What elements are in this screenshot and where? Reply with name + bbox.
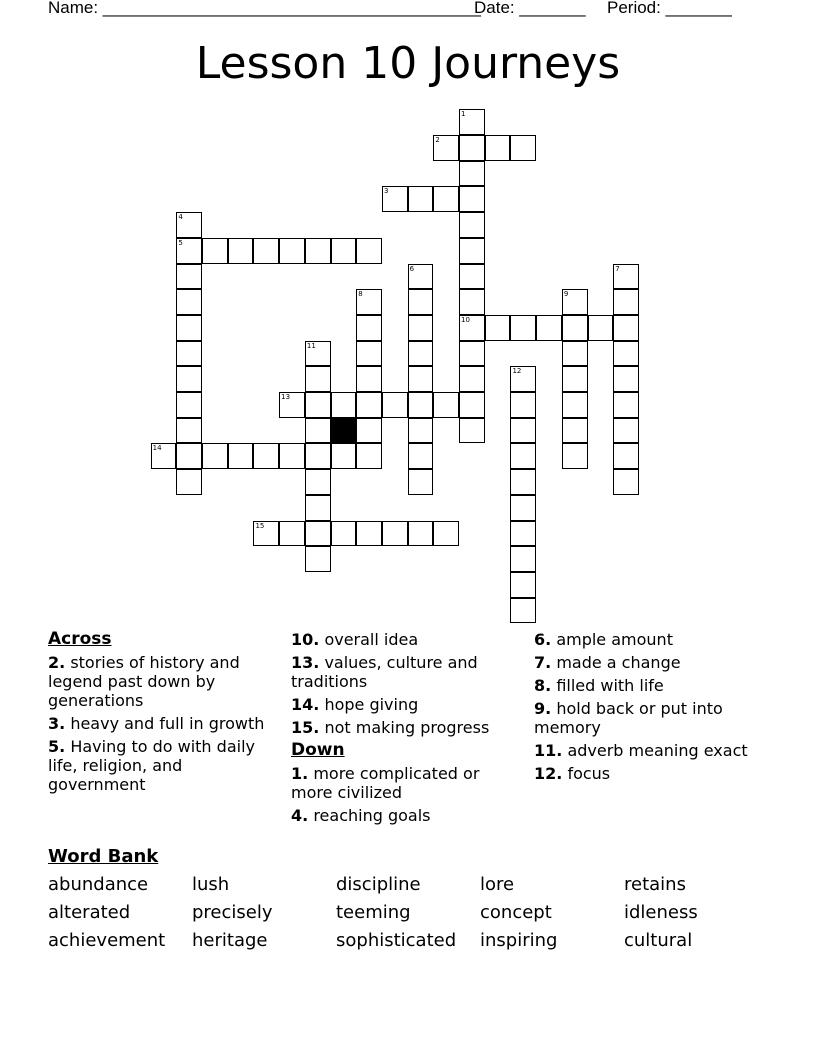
word-bank-item: lush: [192, 874, 230, 895]
grid-cell[interactable]: [356, 418, 382, 444]
clue-number: 11: [306, 341, 316, 350]
grid-cell[interactable]: [459, 109, 485, 135]
grid-cell[interactable]: [510, 521, 536, 547]
grid-cell[interactable]: [176, 366, 202, 392]
grid-cell[interactable]: [613, 392, 639, 418]
grid-cell[interactable]: [253, 238, 279, 264]
grid-cell[interactable]: [279, 521, 305, 547]
grid-cell[interactable]: [510, 418, 536, 444]
grid-cell[interactable]: [459, 392, 485, 418]
grid-cell[interactable]: [356, 315, 382, 341]
grid-cell[interactable]: [536, 315, 562, 341]
clue-across-3: 3. heavy and full in growth: [48, 714, 265, 733]
word-bank-item: retains: [624, 874, 686, 895]
grid-cell[interactable]: [253, 521, 279, 547]
grid-cell[interactable]: [562, 341, 588, 367]
word-bank-item: heritage: [192, 930, 268, 951]
grid-cell[interactable]: [408, 418, 434, 444]
clue-down-4: 4. reaching goals: [291, 806, 431, 825]
grid-cell[interactable]: [433, 135, 459, 161]
period-field[interactable]: Period: _______: [607, 0, 732, 17]
across-heading: Across: [48, 629, 112, 649]
clue-number: 6: [409, 264, 415, 273]
grid-cell[interactable]: [408, 366, 434, 392]
grid-cell[interactable]: [408, 264, 434, 290]
grid-cell[interactable]: [176, 264, 202, 290]
grid-cell[interactable]: [176, 212, 202, 238]
grid-cell[interactable]: [459, 264, 485, 290]
grid-cell[interactable]: [510, 495, 536, 521]
grid-cell[interactable]: [382, 521, 408, 547]
grid-cell[interactable]: [331, 392, 357, 418]
word-bank-item: abundance: [48, 874, 149, 895]
grid-cell[interactable]: [305, 341, 331, 367]
grid-cell[interactable]: [459, 366, 485, 392]
clue-number: 12: [512, 367, 522, 376]
clues-column-2: [291, 630, 521, 829]
grid-cell[interactable]: [510, 572, 536, 598]
grid-cell[interactable]: [408, 186, 434, 212]
grid-cell[interactable]: [433, 521, 459, 547]
clue-number: 3: [383, 187, 389, 196]
grid-cell[interactable]: [253, 443, 279, 469]
word-bank-item: concept: [480, 902, 552, 923]
grid-cell[interactable]: [485, 315, 511, 341]
word-bank-item: precisely: [192, 902, 273, 923]
grid-cell[interactable]: [408, 469, 434, 495]
clues-column-3: [534, 630, 770, 787]
grid-cell[interactable]: [176, 469, 202, 495]
grid-cell[interactable]: [613, 443, 639, 469]
word-bank-item: idleness: [624, 902, 698, 923]
grid-cell[interactable]: [176, 341, 202, 367]
down-heading: Down: [291, 740, 345, 760]
grid-cell[interactable]: [228, 238, 254, 264]
name-field[interactable]: Name: ________________________________________: [48, 0, 481, 17]
grid-cell[interactable]: [305, 546, 331, 572]
grid-cell[interactable]: [588, 315, 614, 341]
grid-cell[interactable]: [562, 366, 588, 392]
grid-cell[interactable]: [459, 238, 485, 264]
grid-cell[interactable]: [408, 315, 434, 341]
grid-cell[interactable]: [331, 521, 357, 547]
grid-cell[interactable]: [228, 443, 254, 469]
grid-cell[interactable]: [613, 264, 639, 290]
grid-cell[interactable]: [176, 238, 202, 264]
clue-number: 2: [435, 136, 440, 145]
clues-column-1: [48, 630, 284, 798]
word-bank-item: lore: [480, 874, 515, 895]
grid-cell[interactable]: [562, 392, 588, 418]
grid-cell[interactable]: [176, 315, 202, 341]
grid-cell[interactable]: [510, 315, 536, 341]
clue-across-15: 15. not making progress: [291, 718, 490, 737]
clue-down-9: 9. hold back or put into memory: [534, 699, 723, 737]
clue-number: 7: [615, 264, 620, 273]
grid-cell[interactable]: [408, 341, 434, 367]
grid-cell[interactable]: [305, 238, 331, 264]
grid-cell[interactable]: [305, 469, 331, 495]
page-title: Lesson 10 Journeys: [195, 38, 621, 89]
word-bank-item: sophisticated: [336, 930, 457, 951]
grid-cell[interactable]: [176, 443, 202, 469]
grid-cell[interactable]: [408, 443, 434, 469]
grid-cell[interactable]: [562, 443, 588, 469]
clue-number: 8: [358, 290, 363, 299]
clue-across-10: 10. overall idea: [291, 630, 419, 649]
word-bank-title: Word Bank: [48, 846, 159, 867]
grid-cell[interactable]: [305, 418, 331, 444]
grid-cell[interactable]: [459, 212, 485, 238]
clue-number: 13: [281, 393, 291, 402]
grid-cell[interactable]: [433, 186, 459, 212]
grid-cell[interactable]: [613, 418, 639, 444]
grid-cell[interactable]: [562, 289, 588, 315]
word-bank-item: alterated: [48, 902, 131, 923]
clue-down-7: 7. made a change: [534, 653, 681, 672]
grid-cell[interactable]: [279, 443, 305, 469]
grid-cell[interactable]: [305, 443, 331, 469]
word-bank-item: achievement: [48, 930, 166, 951]
grid-cell[interactable]: [485, 135, 511, 161]
grid-cell[interactable]: [613, 289, 639, 315]
clue-number: 14: [152, 444, 162, 453]
grid-cell[interactable]: [459, 418, 485, 444]
grid-cell[interactable]: [151, 443, 177, 469]
grid-cell[interactable]: [305, 392, 331, 418]
grid-cell[interactable]: [433, 392, 459, 418]
clue-number: 1: [461, 110, 466, 119]
clue-across-14: 14. hope giving: [291, 695, 419, 714]
clue-number: 4: [178, 213, 183, 222]
grid-cell[interactable]: [562, 315, 588, 341]
grid-cell[interactable]: [510, 546, 536, 572]
grid-cell[interactable]: [510, 469, 536, 495]
clue-down-8: 8. filled with life: [534, 676, 664, 695]
grid-cell[interactable]: [613, 469, 639, 495]
grid-cell[interactable]: [459, 289, 485, 315]
grid-cell[interactable]: [382, 186, 408, 212]
grid-cell[interactable]: [459, 341, 485, 367]
grid-cell[interactable]: [356, 443, 382, 469]
clue-down-11: 11. adverb meaning exact: [534, 741, 748, 760]
grid-cell[interactable]: [510, 598, 536, 624]
grid-cell[interactable]: [331, 238, 357, 264]
grid-cell[interactable]: [459, 315, 485, 341]
grid-cell[interactable]: [176, 392, 202, 418]
grid-cell[interactable]: [176, 289, 202, 315]
clue-number: 10: [461, 315, 470, 324]
clue-number: 5: [178, 238, 183, 247]
grid-cell[interactable]: [613, 366, 639, 392]
grid-cell[interactable]: [408, 289, 434, 315]
grid-cell[interactable]: [408, 392, 434, 418]
grid-cell[interactable]: [356, 521, 382, 547]
grid-cell[interactable]: [613, 315, 639, 341]
clue-number: 15: [255, 521, 265, 530]
grid-cell[interactable]: [305, 366, 331, 392]
grid-cell[interactable]: [305, 495, 331, 521]
date-field[interactable]: Date: _______: [474, 0, 586, 17]
word-bank-item: inspiring: [480, 930, 558, 951]
grid-cell[interactable]: [510, 392, 536, 418]
grid-cell[interactable]: [510, 366, 536, 392]
clue-down-6: 6. ample amount: [534, 630, 673, 649]
grid-cell[interactable]: [613, 341, 639, 367]
black-cell: [331, 418, 357, 444]
grid-cell[interactable]: [356, 238, 382, 264]
grid-cell[interactable]: [356, 289, 382, 315]
grid-cell[interactable]: [202, 238, 228, 264]
grid-cell[interactable]: [459, 161, 485, 187]
grid-cell[interactable]: [331, 443, 357, 469]
clue-down-1: 1. more complicated or more civilized: [291, 764, 480, 802]
clue-across-13: 13. values, culture and traditions: [291, 653, 478, 691]
grid-cell[interactable]: [279, 392, 305, 418]
word-bank-item: teeming: [336, 902, 411, 923]
grid-cell[interactable]: [408, 521, 434, 547]
clue-across-2: 2. stories of history and legend past down by generations: [48, 653, 240, 710]
grid-cell[interactable]: [305, 521, 331, 547]
clue-down-12: 12. focus: [534, 764, 611, 783]
grid-cell[interactable]: [356, 392, 382, 418]
grid-cell[interactable]: [510, 443, 536, 469]
grid-cell[interactable]: [459, 186, 485, 212]
grid-cell[interactable]: [279, 238, 305, 264]
grid-cell[interactable]: [176, 418, 202, 444]
grid-cell[interactable]: [356, 366, 382, 392]
grid-cell[interactable]: [562, 418, 588, 444]
clue-number: 9: [563, 290, 569, 299]
grid-cell[interactable]: [356, 341, 382, 367]
grid-cell[interactable]: [202, 443, 228, 469]
clue-across-5: 5. Having to do with daily life, religion, and government: [48, 737, 255, 794]
grid-cell[interactable]: [459, 135, 485, 161]
grid-cell[interactable]: [382, 392, 408, 418]
word-bank-item: discipline: [336, 874, 421, 895]
word-bank-item: cultural: [624, 930, 693, 951]
grid-cell[interactable]: [510, 135, 536, 161]
